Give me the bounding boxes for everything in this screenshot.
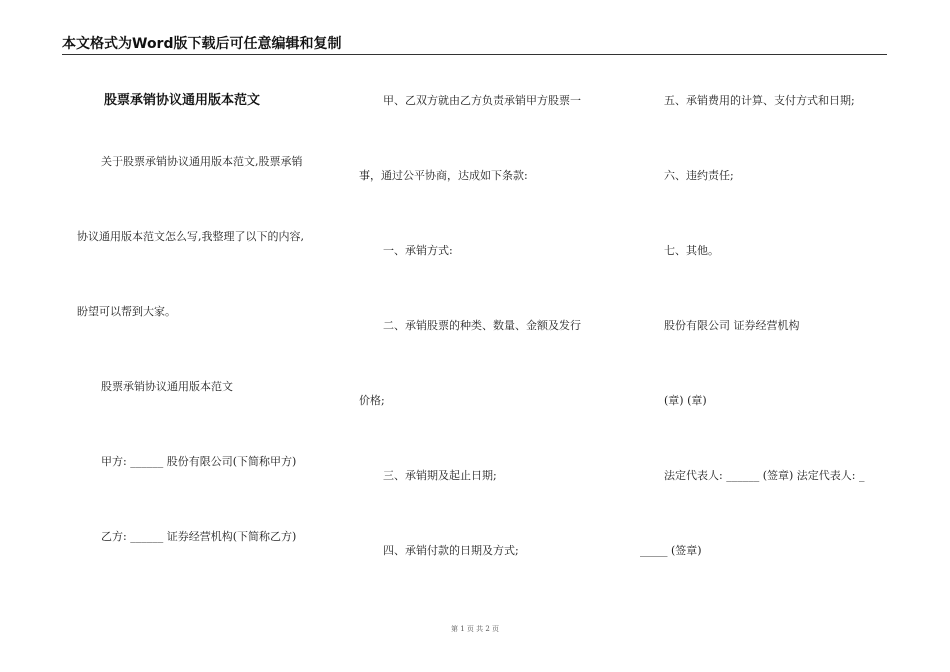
intro-line-2: 协议通用版本范文怎么写,我整理了以下的内容, [77, 230, 304, 243]
party-b-line: 乙方: ______ 证券经营机构(下简称乙方) [101, 530, 297, 543]
clause-2-continued: 价格; [359, 394, 385, 407]
agreement-intro-line-2: 事，通过公平协商，达成如下条款: [359, 169, 528, 182]
section-subtitle: 股票承销协议通用版本范文 [101, 380, 233, 393]
clause-6: 六、违约责任; [664, 169, 734, 182]
document-title: 股票承销协议通用版本范文 [104, 93, 261, 108]
agreement-intro-line-1: 甲、乙双方就由乙方负责承销甲方股票一 [383, 94, 581, 107]
clause-7: 七、其他。 [664, 244, 719, 257]
intro-line-3: 盼望可以帮到大家。 [77, 305, 176, 318]
seal-line: (章) (章) [664, 394, 707, 407]
page-footer: 第 1 页 共 2 页 [450, 625, 500, 633]
clause-4: 四、承销付款的日期及方式; [383, 544, 519, 557]
header-text: 本文格式为Word版下载后可任意编辑和复制 [62, 36, 342, 52]
clause-5: 五、承销费用的计算、支付方式和日期; [664, 94, 855, 107]
signatory-companies: 股份有限公司 证券经营机构 [664, 319, 800, 332]
party-a-line: 甲方: ______ 股份有限公司(下简称甲方) [101, 455, 297, 468]
legal-representative-line: 法定代表人: ______ (签章) 法定代表人: _ [664, 469, 865, 482]
page-header [62, 30, 887, 55]
legal-representative-signature: _____ (签章) [640, 544, 702, 557]
clause-3: 三、承销期及起止日期; [383, 469, 497, 482]
clause-1: 一、承销方式: [383, 244, 453, 257]
intro-line-1: 关于股票承销协议通用版本范文,股票承销 [101, 155, 303, 168]
clause-2: 二、承销股票的种类、数量、金额及发行 [383, 319, 581, 332]
